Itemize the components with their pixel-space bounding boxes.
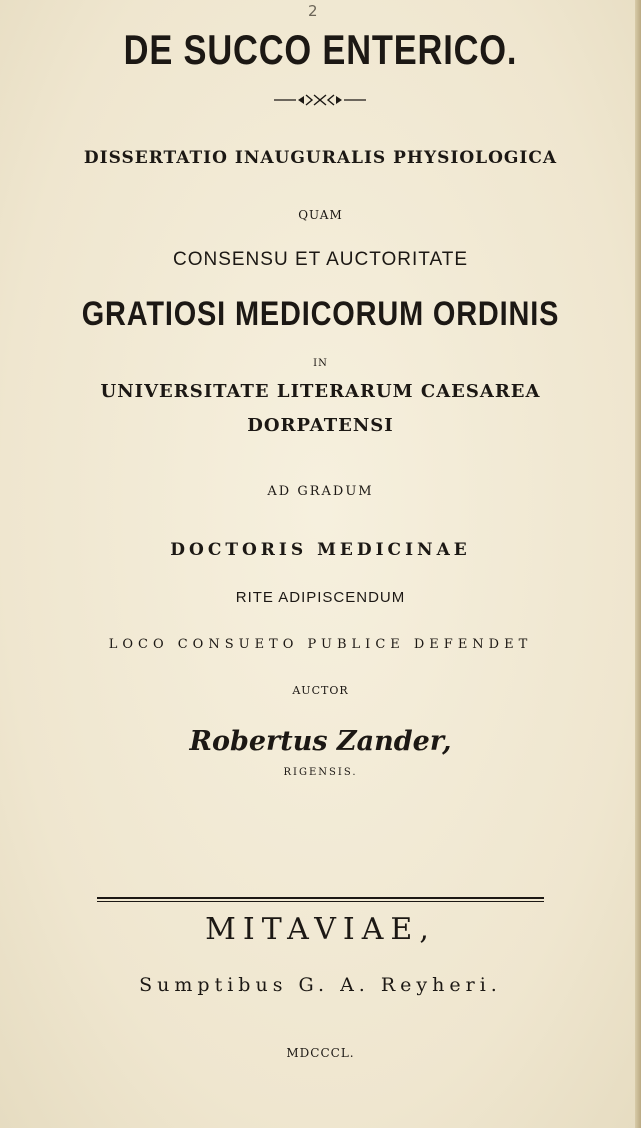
university-line-1: UNIVERSITATE LITERARUM CAESAREA (100, 381, 541, 402)
university-line-2: DORPATENSI (247, 415, 394, 436)
in-line: IN (313, 358, 328, 369)
publisher-line: Sumptibus G. A. Reyheri. (139, 974, 502, 996)
author-origin: RIGENSIS. (283, 767, 358, 778)
ad-gradum-line: AD GRADUM (267, 484, 374, 499)
loco-line: LOCO CONSUETO PUBLICE DEFENDET (108, 637, 533, 652)
author-name: Robertus Zander, (189, 726, 452, 757)
ornament-icon (270, 92, 370, 108)
consensu-line: CONSENSU ET AUCTORITATE (172, 249, 469, 270)
publication-year: MDCCCL. (286, 1046, 355, 1060)
auctor-label: AUCTOR (292, 684, 349, 697)
double-rule-top (97, 897, 544, 899)
ornament-divider (270, 92, 370, 112)
rite-line: RITE ADIPISCENDUM (235, 589, 406, 606)
place-of-publication: MITAVIAE, (205, 912, 436, 947)
faculty-line: GRATIOSI MEDICORUM ORDINIS (81, 295, 560, 333)
page-edge-shadow (635, 0, 641, 1128)
double-rule-bottom (97, 901, 544, 902)
main-title: DE SUCCO ENTERICO. (123, 26, 518, 73)
pencil-mark: 2 (308, 2, 318, 20)
quam-line: QUAM (298, 208, 343, 222)
dissertation-subtitle: DISSERTATIO INAUGURALIS PHYSIOLOGICA (83, 148, 558, 168)
degree-line: DOCTORIS MEDICINAE (170, 540, 471, 560)
